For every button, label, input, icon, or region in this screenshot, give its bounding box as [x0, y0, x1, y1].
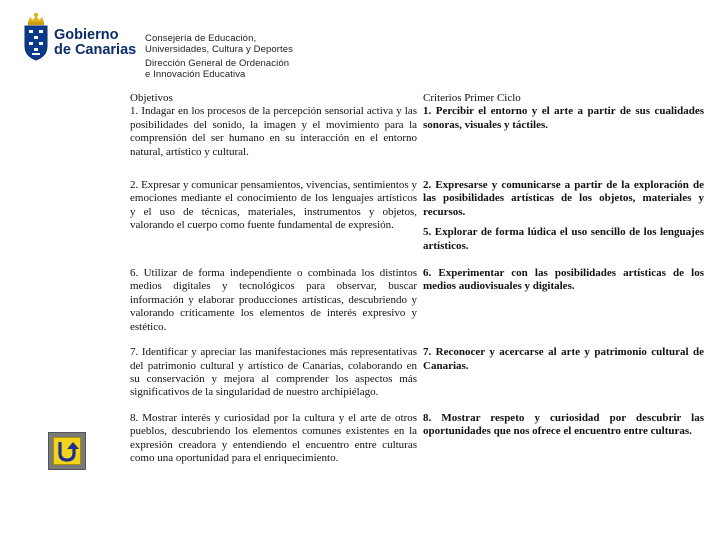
table-row: [128, 342, 706, 408]
back-button-face[interactable]: [53, 437, 81, 465]
page-header: [0, 0, 720, 86]
header-objetivos: Objetivos: [130, 92, 173, 104]
criterion-text: 7. Reconocer y acercarse al arte y patrimonio cultural de Canarias.: [423, 346, 704, 372]
table-header-row: [128, 92, 706, 105]
criterion-text: 1. Percibir el entorno y el arte a partir de sus cualidades sonoras, visuales y táctiles.: [423, 105, 704, 131]
logo-line-2: de Canarias: [54, 42, 137, 58]
department-line-1: Consejería de Educación,: [145, 33, 257, 44]
criteria-cell: [419, 167, 706, 261]
government-logo-text: [54, 28, 136, 58]
header-criterios: Criterios Primer Ciclo: [423, 92, 521, 104]
criteria-cell: [419, 261, 706, 342]
table-row: [128, 105, 706, 167]
u-turn-arrow-icon: [54, 438, 80, 464]
criterion-text: 2. Expresarse y comunicarse a partir de la exploración de las posibilidades artísticas de los objetos, materiales y recursos.: [423, 179, 704, 218]
objective-cell: 7. Identificar y apreciar las manifestaciones más representativas del patrimonio cultural y artístico de Canarias, colaborando en su conservación y mejora al comprender los aspectos más significativos de la singularidad de nuestro archipiélago.: [130, 346, 418, 399]
table-row: [128, 408, 706, 474]
objective-cell: 1. Indagar en los procesos de la percepción sensorial activa y las posibilidades del sonido, la imagen y el movimiento para la comprensión del ser humano en su interacción en el entorno natural, artístico y cultural.: [130, 105, 418, 158]
table-row: [128, 261, 706, 342]
criteria-cell: [419, 408, 706, 474]
criterion-text: 8. Mostrar respeto y curiosidad por descubrir las oportunidades que nos ofrece el encuentro entre culturas.: [423, 411, 704, 438]
back-button[interactable]: [48, 432, 86, 470]
department-line-2: Universidades, Cultura y Deportes: [145, 44, 293, 55]
logo-line-1: Gobierno: [54, 27, 119, 43]
criterion-text: 6. Experimentar con las posibilidades artísticas de los medios audiovisuales y digitales.: [423, 267, 704, 293]
criteria-cell: [419, 105, 706, 167]
criterion-text: 5. Explorar de forma lúdica el uso sencillo de los lenguajes artísticos.: [423, 226, 704, 252]
objective-cell: 6. Utilizar de forma independiente o combinada los distintos medios digitales y tecnológicos para observar, buscar información y elaborar producciones artísticas, descubriendo y valorando críticamente los elementos de interés expresivo y estético.: [130, 267, 418, 333]
criteria-cell: [419, 342, 706, 408]
objectives-criteria-table: [128, 92, 706, 473]
table-row: [128, 167, 706, 261]
objective-cell: 2. Expresar y comunicar pensamientos, vivencias, sentimientos y emociones mediante el conocimiento de los lenguajes artísticos y el uso de técnicas, materiales, instrumentos y objetos, valorando el cuerpo como fuente fundamental de expresión.: [130, 179, 418, 232]
department-line-4: e Innovación Educativa: [145, 69, 246, 80]
department-block: [145, 33, 293, 80]
objective-cell: 8. Mostrar interés y curiosidad por la cultura y el arte de otros pueblos, descubriendo los elementos comunes existentes en la expresión creadora y entendiendo el encuentro entre culturas como una oportunidad para el enriquecimiento.: [130, 411, 418, 464]
department-line-3: Dirección General de Ordenación: [145, 58, 290, 69]
gobierno-canarias-crest-icon: [22, 12, 50, 62]
